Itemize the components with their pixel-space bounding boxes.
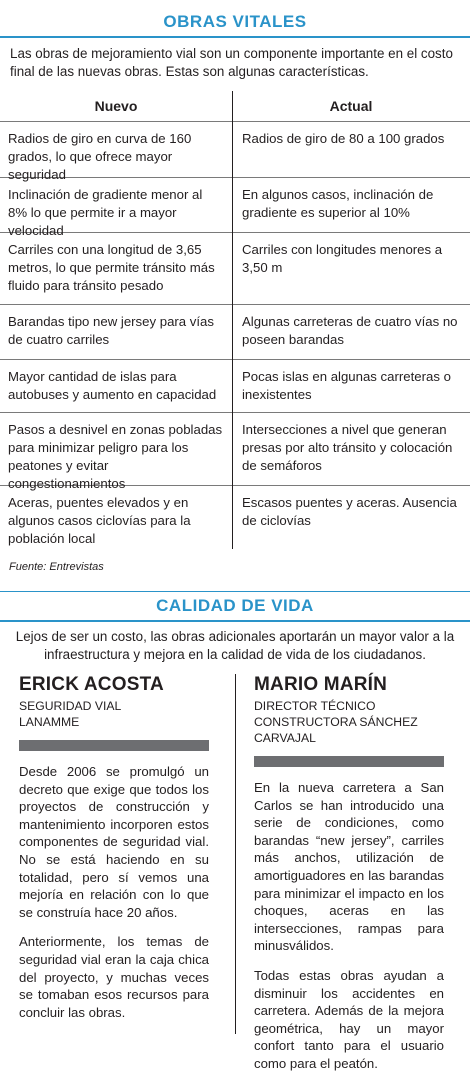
cell-new: Radios de giro en curva de 160 grados, lo que ofrece mayor seguridad — [8, 131, 192, 182]
cell-new: Carriles con una longitud de 3,65 metros, lo que permite tránsito más fluido para tránsito pesado — [8, 242, 215, 293]
cell-current: Intersecciones a nivel que generan presas por alto tránsito y colocación de semáforos — [242, 422, 453, 473]
quote-paragraph: Anteriormente, los temas de seguridad vial eran la caja chica del proyecto, y muchas veces se tomaban esos recursos para concluir las obras. — [19, 934, 209, 1020]
cell-new: Barandas tipo new jersey para vías de cuatro carriles — [8, 314, 214, 347]
cell-new: Aceras, puentes elevados y en algunos casos ciclovías para la población local — [8, 495, 191, 546]
column-divider — [235, 674, 236, 1034]
source-note: Fuente: Entrevistas — [9, 561, 104, 573]
table-row — [0, 121, 470, 182]
cell-current: Algunas carreteras de cuatro vías no poseen barandas — [242, 314, 458, 347]
table-row — [0, 177, 470, 238]
separator-bar — [19, 740, 209, 751]
cell-new: Mayor cantidad de islas para autobuses y aumento en capacidad — [8, 369, 217, 402]
table-row — [0, 304, 470, 359]
table-row — [0, 485, 470, 555]
interviews — [0, 674, 470, 1085]
section-intro: Lejos de ser un costo, las obras adicionales aportarán un mayor valor a la infraestructura y mejora en la calidad de vida de los ciudadanos. — [15, 629, 455, 662]
cell-current: Radios de giro de 80 a 100 grados — [242, 131, 445, 146]
column-header-current: Actual — [329, 98, 373, 114]
quote-paragraph: En la nueva carretera a San Carlos se han introducido una serie de condiciones, como barandas “new jersey”, carriles más anchos, utilización de amortiguadores en las barandas para minimizar el impacto en los choques, aceras en las intersecciones, rampas para minusválidos. — [254, 780, 444, 954]
person-name: MARIO MARÍN — [254, 674, 388, 695]
section-intro: Las obras de mejoramiento vial son un componente importante en el costo final de las nuevas obras. Estas son algunas características. — [10, 46, 453, 79]
person-organization: LANAMME — [19, 715, 80, 729]
interview-mario-marin — [235, 674, 470, 1085]
cell-new: Inclinación de gradiente menor al 8% lo que permite ir a mayor velocidad — [8, 187, 203, 238]
section-rule — [0, 36, 470, 38]
table-row — [0, 232, 470, 304]
column-header-new: Nuevo — [94, 98, 138, 114]
section-title-obras-vitales: OBRAS VITALES — [163, 12, 307, 31]
separator-bar — [254, 756, 444, 767]
section-rule — [0, 620, 470, 622]
quote-paragraph: Todas estas obras ayudan a disminuir los accidentes en carretera. Además de la mejora geométrica, hay un mayor confort tanto para el usuario como para el peatón. — [254, 967, 444, 1071]
cell-new: Pasos a desnivel en zonas pobladas para minimizar peligro para los peatones y evitar congestionamientos — [8, 422, 223, 491]
table-header — [0, 91, 470, 121]
person-role: DIRECTOR TÉCNICO — [254, 699, 376, 713]
section-title-calidad-de-vida: CALIDAD DE VIDA — [156, 596, 314, 615]
person-role: SEGURIDAD VIAL — [19, 699, 122, 713]
cell-current: Carriles con longitudes menores a 3,50 m — [242, 242, 443, 275]
cell-current: En algunos casos, inclinación de gradiente es superior al 10% — [242, 187, 434, 220]
person-name: ERICK ACOSTA — [19, 674, 164, 695]
quote-paragraph: Desde 2006 se promulgó un decreto que exige que todos los proyectos de construcción y mantenimiento incorporen estos componentes de seguridad vial. No se está haciendo en su totalidad, pero sí vemos una mejoría en relación con lo que se construía hace 20 años. — [19, 764, 209, 920]
table-row — [0, 359, 470, 412]
cell-current: Pocas islas en algunas carreteras o inexistentes — [242, 369, 451, 402]
column-divider — [232, 91, 233, 549]
person-organization: CONSTRUCTORA SÁNCHEZ CARVAJAL — [254, 715, 418, 745]
cell-current: Escasos puentes y aceras. Ausencia de ciclovías — [242, 495, 457, 528]
comparison-table — [0, 91, 470, 555]
table-row — [0, 412, 470, 491]
interview-erick-acosta — [0, 674, 235, 1085]
